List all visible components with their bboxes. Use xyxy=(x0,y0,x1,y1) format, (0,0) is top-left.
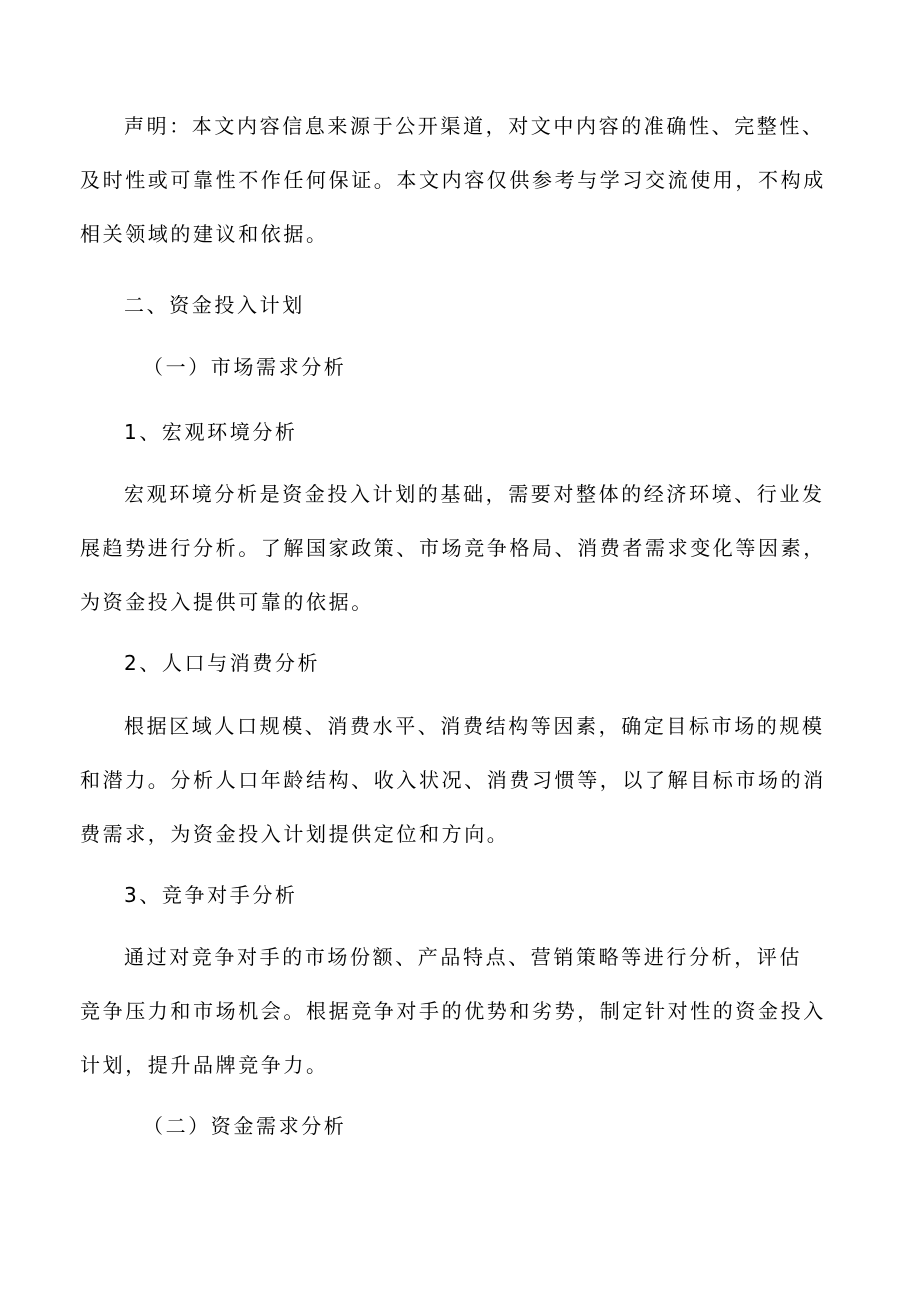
paragraph-line: 根据区域人口规模、消费水平、消费结构等因素，确定目标市场的规模 xyxy=(124,714,825,738)
disclaimer-line: 相关领域的建议和依据。 xyxy=(80,222,329,246)
item-heading xyxy=(80,636,860,690)
item-heading-population: 2、人口与消费分析 xyxy=(124,651,321,675)
item-heading-competitor: 3、竞争对手分析 xyxy=(124,883,298,907)
paragraph-line: 为资金投入提供可靠的依据。 xyxy=(80,590,374,614)
disclaimer-paragraph xyxy=(80,99,860,261)
paragraph-line: 展趋势进行分析。了解国家政策、市场竞争格局、消费者需求变化等因素， xyxy=(80,536,826,560)
paragraph-line: 和潜力。分析人口年龄结构、收入状况、消费习惯等，以了解目标市场的消 xyxy=(80,768,826,792)
paragraph-line: 宏观环境分析是资金投入计划的基础，需要对整体的经济环境、行业发 xyxy=(124,482,825,506)
subsection-heading xyxy=(80,340,860,394)
paragraph-line: 费需求，为资金投入计划提供定位和方向。 xyxy=(80,822,510,846)
item-heading-macro: 1、宏观环境分析 xyxy=(124,420,298,444)
disclaimer-line: 及时性或可靠性不作任何保证。本文内容仅供参考与学习交流使用，不构成 xyxy=(80,168,826,192)
body-paragraph xyxy=(80,467,860,629)
body-paragraph xyxy=(80,699,860,861)
paragraph-line: 计划，提升品牌竞争力。 xyxy=(80,1053,329,1077)
item-heading xyxy=(80,868,860,922)
subsection-title: （二）资金需求分析 xyxy=(143,1114,347,1138)
paragraph-line: 通过对竞争对手的市场份额、产品特点、营销策略等进行分析，评估 xyxy=(124,945,802,969)
disclaimer-line: 声明：本文内容信息来源于公开渠道，对文中内容的准确性、完整性、 xyxy=(124,114,825,138)
paragraph-line: 竞争压力和市场机会。根据竞争对手的优势和劣势，制定针对性的资金投入 xyxy=(80,999,826,1023)
subsection-title: （一）市场需求分析 xyxy=(143,355,347,379)
item-heading xyxy=(80,405,860,459)
section-title: 二、资金投入计划 xyxy=(124,293,305,317)
section-heading xyxy=(80,278,860,332)
subsection-heading xyxy=(80,1099,860,1153)
body-paragraph xyxy=(80,930,860,1092)
